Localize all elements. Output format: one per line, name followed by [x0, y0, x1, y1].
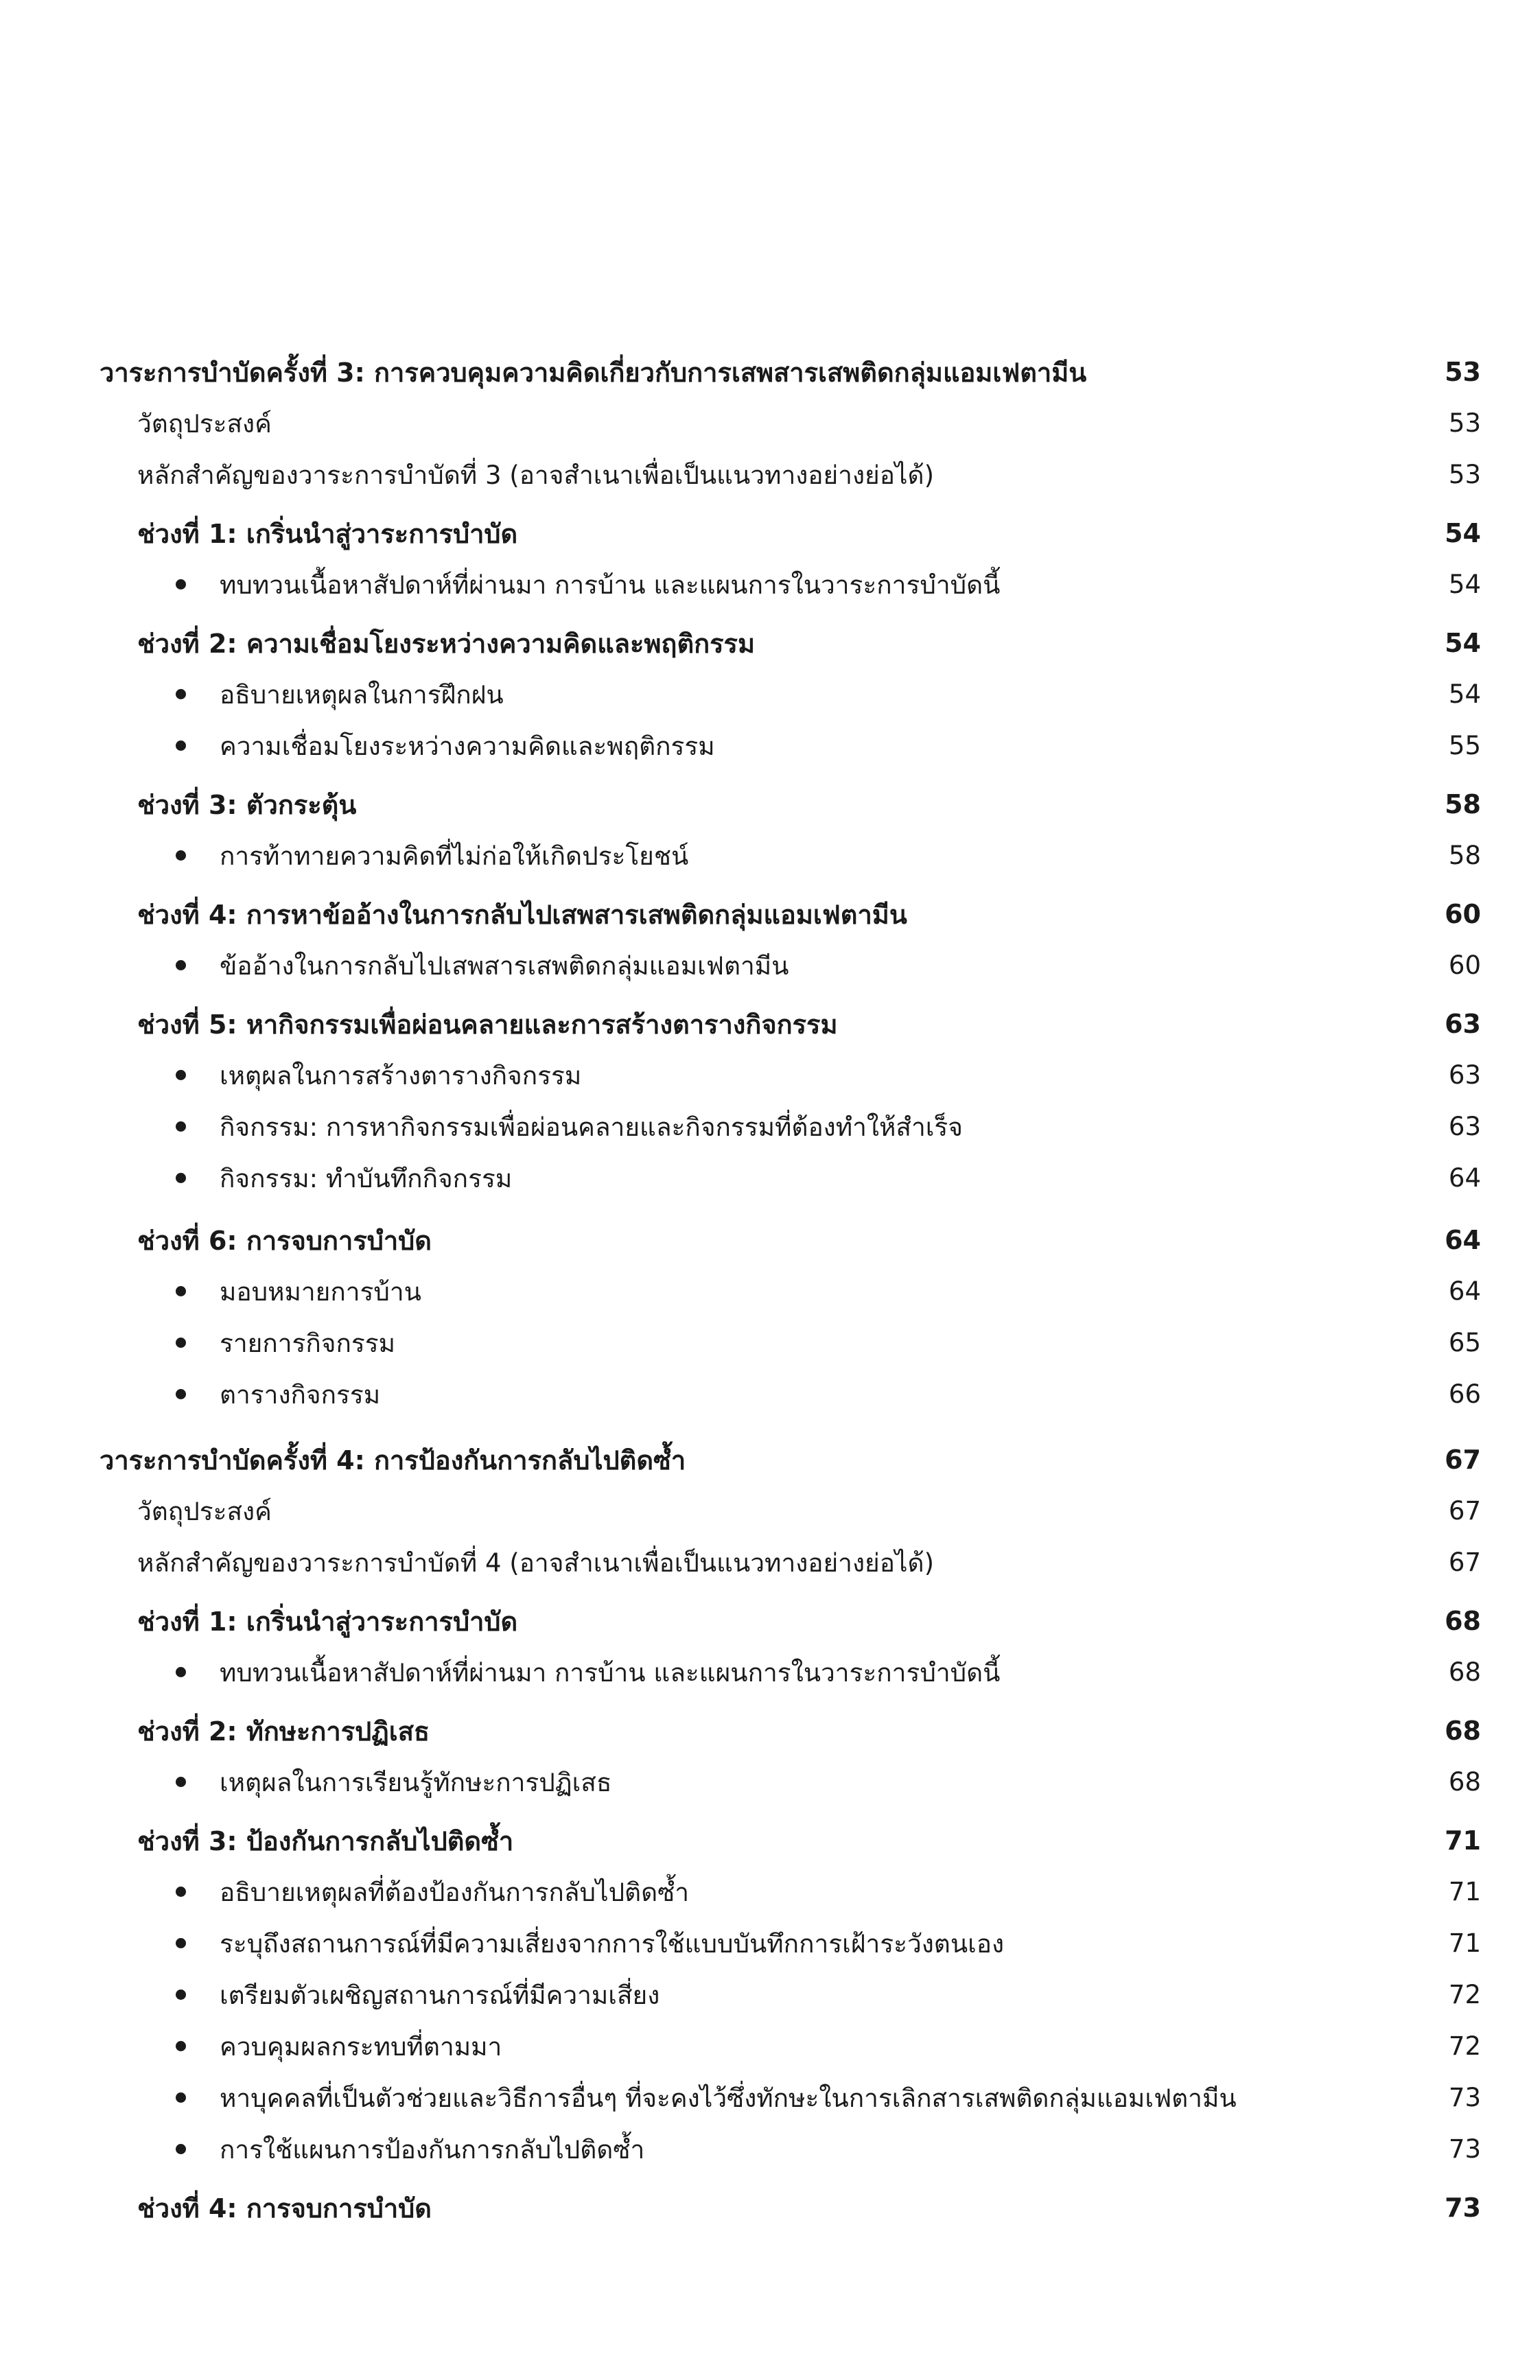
toc-entry-page: 58: [1448, 841, 1481, 870]
toc-entry-session: [100, 350, 1481, 394]
toc-entry-page: 67: [1448, 1548, 1481, 1577]
toc-entry-title: ช่วงที่ 2: ความเชื่อมโยงระหว่างความคิดและพฤติกรรม: [137, 628, 755, 659]
bullet-icon: [176, 1990, 186, 2000]
toc-entry-title: ระบุถึงสถานการณ์ที่มีความเสี่ยงจากการใช้แบบบันทึกการเฝ้าระวังตนเอง: [220, 1928, 1005, 1959]
toc-entry-page: 65: [1448, 1328, 1481, 1357]
toc-entry-title: วาระการบำบัดครั้งที่ 3: การควบคุมความคิดเกี่ยวกับการเสพสารเสพติดกลุ่มแอมเฟตามีน: [100, 357, 1087, 388]
toc-entry-page: 54: [1445, 518, 1481, 548]
toc-entry-page: 60: [1445, 899, 1481, 929]
toc-entry-sub: [137, 1489, 1481, 1533]
toc-entry-sub: [137, 453, 1481, 497]
toc-entry-bullet: [176, 1973, 1481, 2017]
toc-entry-bullet: [176, 1922, 1481, 1965]
bullet-icon: [176, 1070, 186, 1080]
toc-entry-bullet: [176, 1053, 1481, 1097]
toc-entry-title: ช่วงที่ 5: หากิจกรรมเพื่อผ่อนคลายและการสร้างตารางกิจกรรม: [137, 1009, 838, 1040]
toc-entry-part: [137, 782, 1481, 826]
bullet-icon: [176, 740, 186, 751]
toc-entry-bullet: [176, 1156, 1481, 1200]
toc-entry-title: ตารางกิจกรรม: [220, 1379, 381, 1410]
toc-entry-bullet: [176, 1760, 1481, 1804]
toc-entry-title: รายการกิจกรรม: [220, 1328, 396, 1358]
toc-entry-page: 71: [1448, 1928, 1481, 1958]
toc-entry-title: การท้าทายความคิดที่ไม่ก่อให้เกิดประโยชน์: [220, 841, 689, 871]
toc-entry-title: หลักสำคัญของวาระการบำบัดที่ 4 (อาจสำเนาเพื่อเป็นแนวทางอย่างย่อได้): [137, 1548, 935, 1578]
toc-entry-page: 64: [1445, 1225, 1481, 1255]
toc-entry-page: 63: [1445, 1009, 1481, 1039]
toc-entry-page: 68: [1448, 1657, 1481, 1687]
bullet-icon: [176, 1286, 186, 1296]
toc-entry-page: 68: [1445, 1716, 1481, 1746]
toc-entry-page: 64: [1448, 1163, 1481, 1193]
bullet-icon: [176, 1938, 186, 1948]
toc-entry-title: กิจกรรม: การหากิจกรรมเพื่อผ่อนคลายและกิจกรรมที่ต้องทำให้สำเร็จ: [220, 1112, 963, 1142]
toc-entry-page: 73: [1445, 2193, 1481, 2223]
toc-entry-title: ควบคุมผลกระทบที่ตามมา: [220, 2031, 502, 2062]
toc-entry-bullet: [176, 673, 1481, 716]
bullet-icon: [176, 850, 186, 861]
toc-entry-bullet: [176, 1650, 1481, 1694]
bullet-icon: [176, 1121, 186, 1132]
toc-entry-bullet: [176, 1270, 1481, 1314]
toc-entry-part: [137, 1819, 1481, 1863]
toc-entry-title: เหตุผลในการสร้างตารางกิจกรรม: [220, 1060, 582, 1090]
toc-entry-page: 63: [1448, 1060, 1481, 1090]
bullet-icon: [176, 1389, 186, 1399]
toc-entry-session: [100, 1438, 1481, 1482]
toc-entry-page: 54: [1448, 679, 1481, 709]
toc-entry-part: [137, 1709, 1481, 1753]
toc-entry-title: เตรียมตัวเผชิญสถานการณ์ที่มีความเสี่ยง: [220, 1980, 660, 2010]
toc-entry-title: วาระการบำบัดครั้งที่ 4: การป้องกันการกลับไปติดซ้ำ: [100, 1445, 686, 1475]
toc-entry-title: เหตุผลในการเรียนรู้ทักษะการปฏิเสธ: [220, 1767, 612, 1797]
toc-entry-page: 64: [1448, 1276, 1481, 1306]
toc-entry-title: ช่วงที่ 1: เกริ่นนำสู่วาระการบำบัด: [137, 518, 518, 549]
toc-entry-title: วัตถุประสงค์: [137, 408, 272, 439]
toc-entry-bullet: [176, 2076, 1481, 2120]
bullet-icon: [176, 579, 186, 590]
toc-entry-title: ช่วงที่ 3: ป้องกันการกลับไปติดซ้ำ: [137, 1825, 514, 1856]
toc-entry-title: การใช้แผนการป้องกันการกลับไปติดซ้ำ: [220, 2134, 645, 2165]
toc-entry-page: 53: [1448, 460, 1481, 489]
bullet-icon: [176, 1667, 186, 1677]
toc-entry-title: ทบทวนเนื้อหาสัปดาห์ที่ผ่านมา การบ้าน และแผนการในวาระการบำบัดนี้: [220, 1657, 1001, 1688]
toc-entry-title: ช่วงที่ 4: การจบการบำบัด: [137, 2193, 432, 2224]
toc-entry-bullet: [176, 1105, 1481, 1149]
toc-entry-sub: [137, 1541, 1481, 1585]
toc-entry-title: ทบทวนเนื้อหาสัปดาห์ที่ผ่านมา การบ้าน และแผนการในวาระการบำบัดนี้: [220, 570, 1001, 600]
bullet-icon: [176, 1338, 186, 1348]
toc-entry-page: 67: [1448, 1496, 1481, 1526]
toc-entry-page: 54: [1445, 628, 1481, 658]
toc-entry-title: วัตถุประสงค์: [137, 1496, 272, 1526]
toc-entry-page: 68: [1445, 1606, 1481, 1636]
toc-entry-page: 73: [1448, 2083, 1481, 2112]
toc-entry-part: [137, 1599, 1481, 1643]
toc-entry-title: ช่วงที่ 2: ทักษะการปฏิเสธ: [137, 1716, 430, 1747]
toc-entry-title: อธิบายเหตุผลในการฝึกฝน: [220, 679, 504, 710]
toc-entry-page: 71: [1445, 1825, 1481, 1856]
toc-entry-page: 58: [1445, 789, 1481, 819]
toc-entry-page: 63: [1448, 1112, 1481, 1141]
toc-entry-bullet: [176, 944, 1481, 988]
toc-entry-part: [137, 892, 1481, 936]
bullet-icon: [176, 1887, 186, 1897]
toc-entry-bullet: [176, 834, 1481, 878]
toc-entry-title: ความเชื่อมโยงระหว่างความคิดและพฤติกรรม: [220, 731, 715, 761]
toc-entry-page: 53: [1448, 408, 1481, 438]
bullet-icon: [176, 1173, 186, 1183]
toc-entry-page: 68: [1448, 1767, 1481, 1797]
toc-entry-page: 72: [1448, 1980, 1481, 2009]
toc-entry-page: 66: [1448, 1379, 1481, 1409]
bullet-icon: [176, 689, 186, 699]
toc-entry-page: 54: [1448, 570, 1481, 599]
bullet-icon: [176, 960, 186, 970]
toc-entry-title: ข้ออ้างในการกลับไปเสพสารเสพติดกลุ่มแอมเฟตามีน: [220, 950, 789, 981]
toc-entry-bullet: [176, 724, 1481, 768]
toc-entry-bullet: [176, 2127, 1481, 2171]
toc-entry-part: [137, 511, 1481, 555]
toc-entry-page: 67: [1445, 1445, 1481, 1475]
toc-entry-bullet: [176, 2025, 1481, 2068]
toc-entry-page: 55: [1448, 731, 1481, 760]
bullet-icon: [176, 2041, 186, 2051]
toc-entry-bullet: [176, 1321, 1481, 1365]
toc-entry-title: ช่วงที่ 4: การหาข้ออ้างในการกลับไปเสพสารเสพติดกลุ่มแอมเฟตามีน: [137, 899, 907, 930]
toc-entry-page: 72: [1448, 2031, 1481, 2061]
toc-entry-page: 60: [1448, 950, 1481, 980]
bullet-icon: [176, 2092, 186, 2103]
toc-entry-title: หลักสำคัญของวาระการบำบัดที่ 3 (อาจสำเนาเพื่อเป็นแนวทางอย่างย่อได้): [137, 460, 935, 490]
toc-entry-bullet: [176, 1870, 1481, 1914]
toc-entry-part: [137, 1218, 1481, 1262]
toc-entry-title: ช่วงที่ 6: การจบการบำบัด: [137, 1225, 432, 1256]
toc-entry-sub: [137, 401, 1481, 445]
toc-entry-bullet: [176, 1373, 1481, 1416]
bullet-icon: [176, 2144, 186, 2154]
toc-entry-title: กิจกรรม: ทำบันทึกกิจกรรม: [220, 1163, 513, 1193]
toc-entry-title: มอบหมายการบ้าน: [220, 1276, 421, 1307]
toc-entry-page: 73: [1448, 2134, 1481, 2164]
toc-entry-page: 53: [1445, 357, 1481, 387]
toc-entry-part: [137, 1002, 1481, 1046]
toc-entry-title: ช่วงที่ 3: ตัวกระตุ้น: [137, 789, 357, 820]
toc-entry-bullet: [176, 563, 1481, 607]
bullet-icon: [176, 1777, 186, 1787]
toc-entry-title: อธิบายเหตุผลที่ต้องป้องกันการกลับไปติดซ้ำ: [220, 1877, 689, 1907]
toc-entry-page: 71: [1448, 1877, 1481, 1906]
toc-entry-title: หาบุคคลที่เป็นตัวช่วยและวิธีการอื่นๆ ที่จะคงไว้ซึ่งทักษะในการเลิกสารเสพติดกลุ่มแอมเฟตามีน: [220, 2083, 1237, 2113]
toc-entry-part: [137, 621, 1481, 665]
toc-entry-title: ช่วงที่ 1: เกริ่นนำสู่วาระการบำบัด: [137, 1606, 518, 1637]
toc-entry-part: [137, 2186, 1481, 2230]
